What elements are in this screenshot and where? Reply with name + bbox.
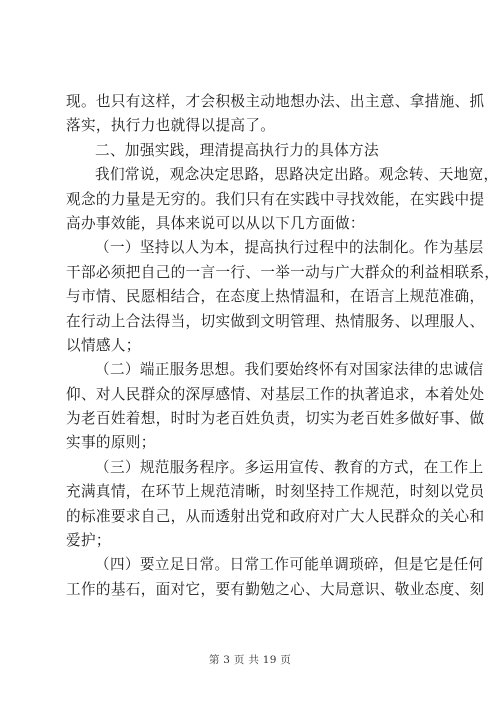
body-line: 充满真情，在环节上规范清晰，时刻坚持工作规范，时刻以党员 <box>66 483 485 501</box>
body-line: 以情感人； <box>66 336 141 354</box>
body-line: 观念的力量是无穷的。我们只有在实践中寻找效能，在实践中提 <box>66 190 485 208</box>
body-line: （一）坚持以人为本，提高执行过程中的法制化。作为基层 <box>95 239 484 257</box>
body-line: （二）端正服务思想。我们要始终怀有对国家法律的忠诚信 <box>95 361 484 379</box>
body-line: （三）规范服务程序。多运用宣传、教育的方式，在工作上 <box>95 458 484 476</box>
body-line: 实事的原则； <box>66 434 156 452</box>
body-line: 仰、对人民群众的深厚感情、对基层工作的执著追求，本着处处 <box>66 385 485 403</box>
page-number-footer: 第 3 页 共 19 页 <box>208 654 292 666</box>
body-line: 爱护； <box>66 532 111 550</box>
body-line: （四）要立足日常。日常工作可能单调琐碎，但是它是任何 <box>95 556 484 574</box>
body-line: 干部必须把自己的一言一行、一举一动与广大群众的利益相联系， <box>66 263 500 281</box>
body-line: 的标准要求自己，从而透射出党和政府对广大人民群众的关心和 <box>66 507 485 525</box>
body-line: 为老百姓着想，时时为老百姓负责，切实为老百姓多做好事、做 <box>66 410 485 428</box>
body-line: 与市情、民愿相结合，在态度上热情温和，在语言上规范准确， <box>66 288 485 306</box>
body-line: 工作的基石，面对它，要有勤勉之心、大局意识、敬业态度、刻 <box>66 580 485 598</box>
section-heading: 二、加强实践，理清提高执行力的具体方法 <box>95 141 379 159</box>
body-line: 现。也只有这样，才会积极主动地想办法、出主意、拿措施、抓 <box>66 93 485 110</box>
body-line: 高办事效能，具体来说可以从以下几方面做： <box>66 214 365 232</box>
body-line: 我们常说，观念决定思路，思路决定出路。观念转、天地宽， <box>95 166 499 184</box>
body-line: 在行动上合法得当，切实做到文明管理、热情服务、以理服人、 <box>66 312 485 330</box>
body-line: 落实，执行力也就得以提高了。 <box>66 117 276 135</box>
page-body <box>66 90 500 602</box>
